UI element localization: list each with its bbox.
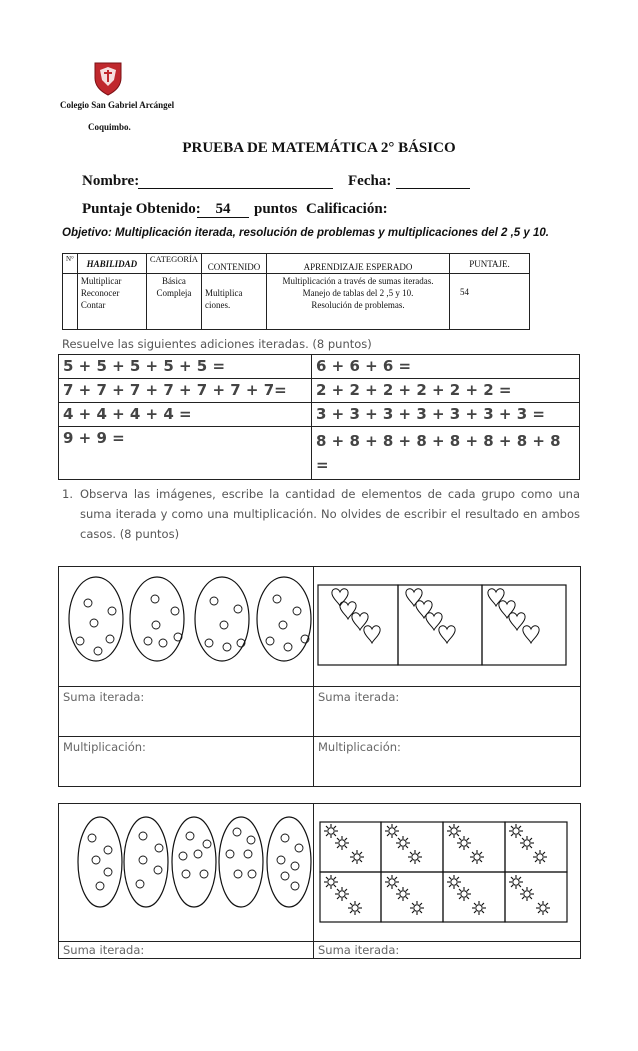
multiplicacion-field[interactable]: Multiplicación: [314, 737, 581, 787]
sum-cell[interactable]: 2 + 2 + 2 + 2 + 2 + 2 = [312, 379, 580, 403]
cell-aprendizaje [267, 274, 450, 330]
sum-cell[interactable]: 3 + 3 + 3 + 3 + 3 + 3 + 3 = [312, 403, 580, 427]
habilidad-item: Multiplicar [80, 276, 122, 286]
ovals-cell [59, 567, 314, 687]
name-label: Nombre: [82, 173, 140, 189]
page-title: PRUEBA DE MATEMÁTICA 2° BÁSICO [182, 140, 456, 156]
ovals-group-icon [59, 567, 313, 683]
school-name: Colegio San Gabriel Arcángel [60, 100, 175, 110]
header-puntaje: PUNTAJE. [450, 254, 530, 274]
suma-iterada-field[interactable]: Suma iterada: [59, 942, 314, 959]
header-habilidad: HABILIDAD [77, 254, 146, 274]
question-number: 1. [62, 487, 73, 501]
suns-cell [314, 804, 581, 942]
exercise-grid-1 [58, 566, 581, 787]
habilidad-item: Contar [80, 300, 106, 310]
header-aprendizaje: APRENDIZAJE ESPERADO [267, 254, 450, 274]
cell-contenido [202, 274, 267, 330]
exercise-grid-2 [58, 803, 581, 959]
suma-iterada-field[interactable]: Suma iterada: [59, 687, 314, 737]
contenido-item: Multiplica [205, 288, 243, 298]
aprendizaje-item: Manejo de tablas del 2 ,5 y 10. [302, 288, 414, 298]
header-number: N° [63, 254, 78, 274]
sums-table [58, 354, 580, 480]
cell-puntaje: 54 [450, 274, 530, 330]
suma-iterada-field[interactable]: Suma iterada: [314, 942, 581, 959]
section1-instruction: Resuelve las siguientes adiciones iteradas. (8 puntos) [62, 337, 372, 351]
suns-group-icon [314, 804, 580, 938]
grade-label: Calificación: [306, 201, 388, 217]
header-contenido: CONTENIDO [202, 254, 267, 274]
multiplicacion-field[interactable]: Multiplicación: [59, 737, 314, 787]
hearts-group-icon [314, 567, 580, 683]
sum-cell[interactable]: 9 + 9 = [59, 427, 312, 480]
cell-number [63, 274, 78, 330]
score-unit: puntos [254, 201, 298, 217]
header-categoria: CATEGORÍA [146, 254, 201, 274]
suma-iterada-field[interactable]: Suma iterada: [314, 687, 581, 737]
date-field[interactable] [396, 186, 470, 189]
sum-cell[interactable]: 8 + 8 + 8 + 8 + 8 + 8 + 8 + 8 = [312, 427, 580, 480]
ovals-group-icon [59, 804, 313, 938]
categoria-item: Compleja [156, 288, 192, 298]
name-field[interactable] [138, 186, 333, 189]
sum-cell[interactable]: 4 + 4 + 4 + 4 = [59, 403, 312, 427]
info-table [62, 253, 530, 330]
hearts-cell [314, 567, 581, 687]
date-label: Fecha: [348, 173, 392, 189]
habilidad-item: Reconocer [80, 288, 120, 298]
contenido-item: ciones. [205, 300, 231, 310]
score-value: 54 [197, 201, 249, 218]
ovals-cell [59, 804, 314, 942]
school-logo [92, 60, 124, 96]
score-label: Puntaje Obtenido: [82, 201, 201, 217]
cell-habilidad [77, 274, 146, 330]
categoria-item: Básica [161, 276, 186, 286]
sum-cell[interactable]: 7 + 7 + 7 + 7 + 7 + 7 + 7= [59, 379, 312, 403]
aprendizaje-item: Multiplicación a través de sumas iteradas. [282, 276, 434, 286]
question-instruction: Observa las imágenes, escribe la cantidad de elementos de cada grupo como una suma iterada y como una multiplicación. No olvides de escribir el resultado en ambos casos. (8 puntos) [80, 487, 580, 541]
school-city: Coquimbo. [88, 122, 131, 132]
sum-cell[interactable]: 5 + 5 + 5 + 5 + 5 = [59, 355, 312, 379]
cell-categoria [146, 274, 201, 330]
sum-cell[interactable]: 6 + 6 + 6 = [312, 355, 580, 379]
objective-text: Objetivo: Multiplicación iterada, resolución de problemas y multiplicaciones del 2 ,5 y 10. [62, 227, 549, 239]
aprendizaje-item: Resolución de problemas. [311, 300, 405, 310]
